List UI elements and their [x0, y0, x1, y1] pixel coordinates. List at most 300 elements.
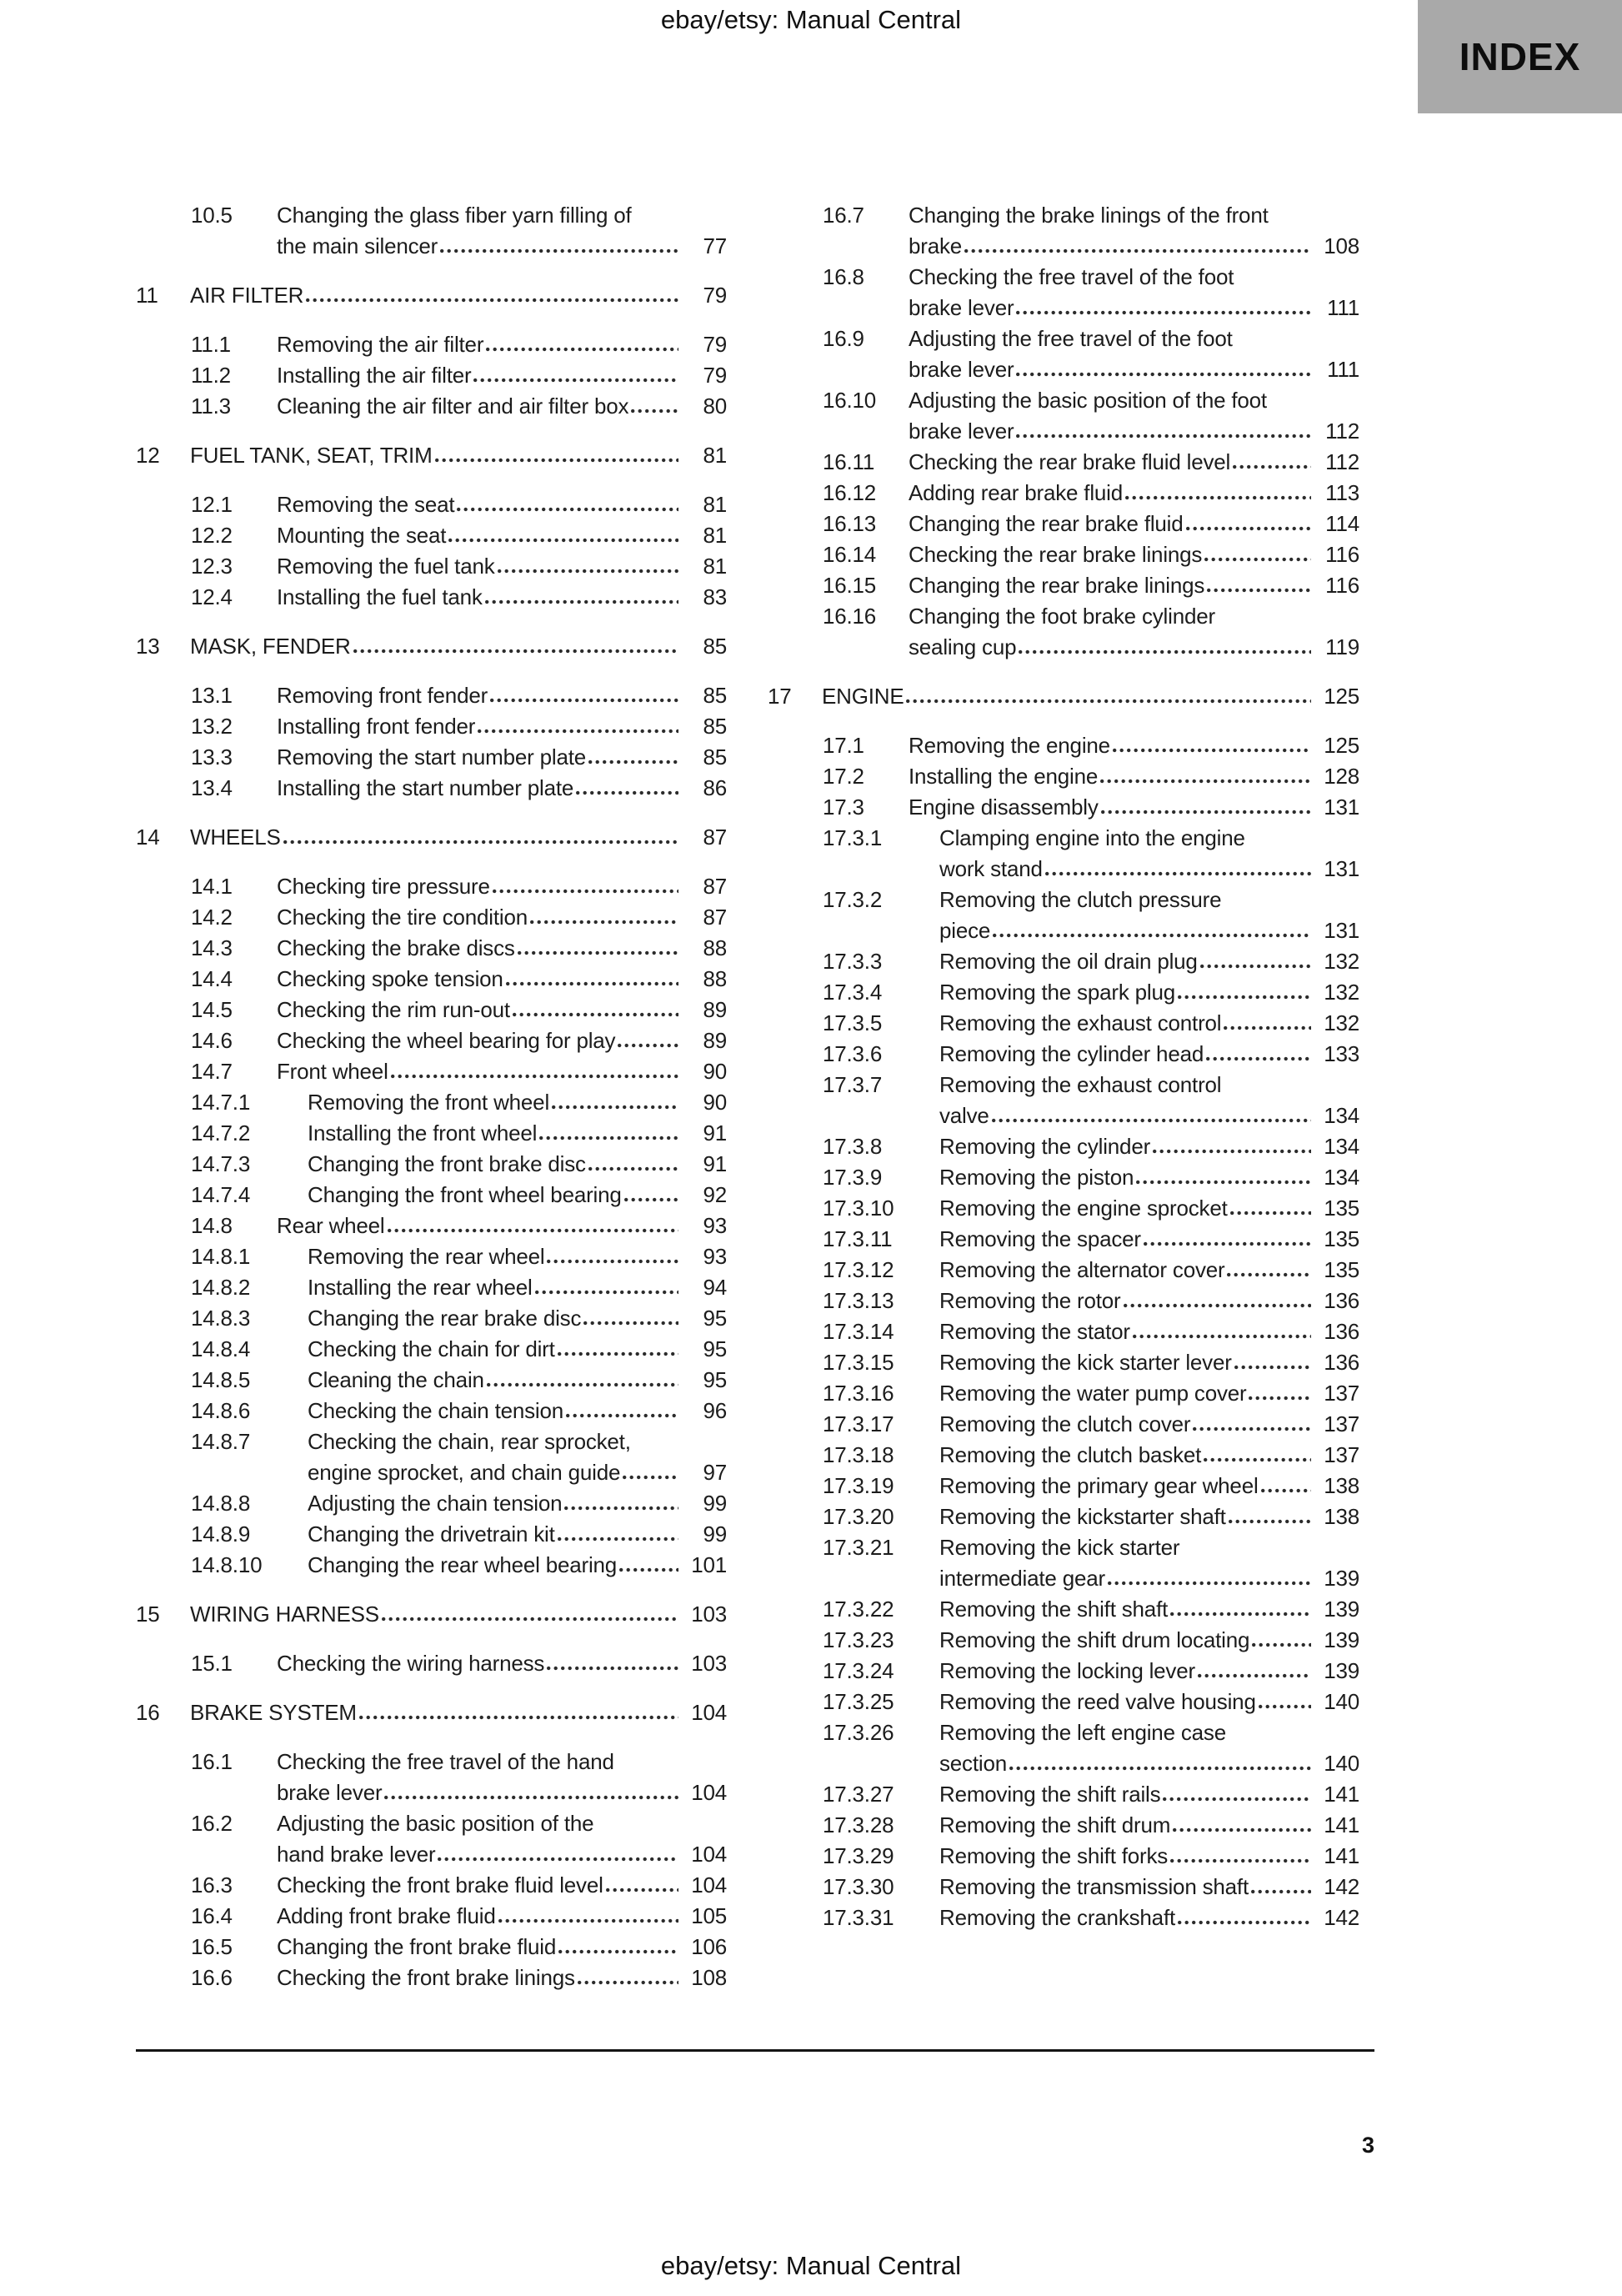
dot-leader — [513, 1012, 678, 1017]
toc-entry-title: Adjusting the chain tension — [308, 1491, 563, 1516]
toc-entry-line — [308, 1118, 727, 1149]
toc-entry-line — [277, 1808, 727, 1839]
toc-entry-number: 12.1 — [191, 492, 233, 517]
toc-entry — [136, 1149, 727, 1180]
toc-entry-number: 15 — [136, 1602, 160, 1627]
toc-entry-number: 12.3 — [191, 554, 233, 579]
toc-entry-page: 79 — [703, 283, 727, 308]
toc-entry-title: Removing the cylinder head — [939, 1041, 1204, 1066]
toc-entry-line — [277, 1747, 727, 1777]
toc-entry-title: Checking the front brake linings — [277, 1965, 575, 1990]
toc-entry-number: 17.3.22 — [823, 1597, 894, 1622]
toc-entry-title: Removing the clutch pressure — [939, 887, 1222, 912]
dot-leader — [576, 790, 678, 795]
toc-entry-number: 16.3 — [191, 1872, 233, 1897]
toc-entry-title: work stand — [939, 856, 1043, 881]
toc-entry-title: Adjusting the basic position of the — [277, 1811, 594, 1836]
toc-entry-line — [909, 632, 1359, 663]
dot-leader — [1173, 1827, 1311, 1832]
toc-entry — [768, 509, 1359, 539]
toc-entry — [768, 601, 1359, 663]
toc-entry-line — [909, 416, 1359, 447]
dot-leader — [1251, 1889, 1311, 1894]
toc-entry-title: Changing the front brake disc — [308, 1151, 586, 1176]
footer-divider — [136, 2049, 1374, 2052]
toc-entry-line — [939, 1471, 1359, 1501]
toc-entry-title: Checking the chain for dirt — [308, 1336, 555, 1361]
dot-leader — [618, 1043, 678, 1048]
toc-entry-title: Removing the air filter — [277, 332, 484, 357]
toc-entry — [768, 1131, 1359, 1162]
toc-entry — [136, 680, 727, 711]
toc-entry-line — [939, 1687, 1359, 1717]
toc-entry-page: 104 — [691, 1700, 727, 1725]
toc-entry — [136, 1025, 727, 1056]
toc-entry — [136, 1870, 727, 1901]
toc-entry-number: 17.3.25 — [823, 1689, 894, 1714]
toc-entry-line — [939, 885, 1359, 915]
dot-leader — [1178, 995, 1311, 1000]
toc-entry-title: Changing the drivetrain kit — [308, 1521, 555, 1547]
toc-entry-page: 81 — [703, 443, 727, 468]
toc-entry-title: Removing the front wheel — [308, 1090, 550, 1115]
toc-entry-line — [277, 902, 727, 933]
toc-entry — [768, 1872, 1359, 1902]
dot-leader — [558, 1537, 678, 1542]
toc-entry — [768, 1717, 1359, 1779]
toc-entry-page: 106 — [691, 1934, 727, 1959]
toc-entry-title: valve — [939, 1103, 989, 1128]
toc-entry-number: 14.7.1 — [191, 1090, 251, 1115]
toc-entry-line — [308, 1488, 727, 1519]
toc-entry-title: Checking the brake discs — [277, 935, 515, 960]
toc-entry-title: Engine disassembly — [909, 795, 1099, 820]
toc-entry — [768, 1440, 1359, 1471]
dot-leader — [623, 1475, 678, 1480]
toc-entry-title: Removing front fender — [277, 683, 488, 708]
toc-entry-page: 95 — [703, 1306, 727, 1331]
toc-entry-title: sealing cup — [909, 634, 1017, 659]
toc-entry — [768, 761, 1359, 792]
toc-entry-number: 16.7 — [823, 203, 864, 228]
toc-entry-title: Removing the kick starter lever — [939, 1350, 1232, 1375]
toc-entry-number: 14.4 — [191, 966, 233, 991]
toc-entry — [768, 1409, 1359, 1440]
toc-entry — [136, 1599, 727, 1630]
toc-entry-page: 105 — [691, 1903, 727, 1928]
toc-entry-page: 79 — [703, 332, 727, 357]
toc-entry-title: Checking spoke tension — [277, 966, 503, 991]
toc-entry-page: 116 — [1325, 542, 1359, 567]
toc-entry-number: 16.10 — [823, 388, 877, 413]
dot-leader — [547, 1666, 678, 1671]
toc-entry-number: 14.7.4 — [191, 1182, 251, 1207]
toc-entry-page: 104 — [691, 1842, 727, 1867]
toc-entry-line — [909, 478, 1359, 509]
toc-entry-number: 17.3.14 — [823, 1319, 894, 1344]
dot-leader — [588, 759, 678, 764]
toc-entry — [136, 200, 727, 262]
toc-entry-page: 89 — [703, 1028, 727, 1053]
toc-entry-number: 16.2 — [191, 1811, 233, 1836]
dot-leader — [993, 933, 1311, 938]
dot-leader — [588, 1166, 678, 1171]
toc-entry-title: Changing the brake linings of the front — [909, 203, 1269, 228]
toc-entry-line — [939, 1162, 1359, 1193]
page-footer-title: ebay/etsy: Manual Central — [660, 2251, 962, 2280]
toc-entry-number: 17.3.26 — [823, 1720, 894, 1745]
toc-entry-title: AIR FILTER — [190, 283, 304, 308]
toc-entry — [136, 822, 727, 853]
toc-entry-line — [308, 1426, 727, 1457]
toc-entry-title: brake lever — [909, 419, 1014, 444]
toc-entry-line — [909, 200, 1359, 231]
toc-entry-page: 81 — [703, 554, 727, 579]
toc-entry — [768, 1255, 1359, 1286]
toc-entry-number: 16.4 — [191, 1903, 233, 1928]
toc-entry-title: Removing the start number plate — [277, 744, 586, 770]
toc-entry — [768, 1841, 1359, 1872]
toc-entry — [136, 1056, 727, 1087]
dot-leader — [391, 1074, 678, 1079]
dot-leader — [490, 698, 678, 703]
toc-entry — [136, 391, 727, 422]
dot-leader — [1016, 310, 1311, 315]
toc-entry-title: Changing the front wheel bearing — [308, 1182, 622, 1207]
toc-entry-title: Changing the rear brake fluid — [909, 511, 1184, 536]
toc-entry — [768, 730, 1359, 761]
toc-entry — [768, 1039, 1359, 1070]
dot-leader — [1125, 495, 1311, 500]
toc-entry-number: 16.1 — [191, 1749, 233, 1774]
toc-entry-number: 14.7.3 — [191, 1151, 251, 1176]
toc-entry-title: Removing the engine — [909, 733, 1110, 758]
toc-entry-number: 16.13 — [823, 511, 877, 536]
toc-entry-title: Removing the kickstarter shaft — [939, 1504, 1226, 1529]
toc-entry-line — [939, 1872, 1359, 1902]
toc-entry-title: Adding rear brake fluid — [909, 480, 1123, 505]
dot-leader — [478, 729, 678, 734]
toc-entry-page: 116 — [1325, 573, 1359, 598]
toc-entry-page: 136 — [1324, 1319, 1359, 1344]
toc-entry — [136, 520, 727, 551]
toc-entry-number: 17.3.11 — [823, 1226, 893, 1251]
toc-entry-page: 77 — [703, 233, 727, 258]
dot-leader — [485, 599, 678, 604]
toc-entry-page: 93 — [703, 1244, 727, 1269]
dot-leader — [382, 1617, 678, 1622]
toc-entry-number: 14.8.2 — [191, 1275, 251, 1300]
toc-entry-page: 85 — [703, 714, 727, 739]
toc-entry-title: Removing the kick starter — [939, 1535, 1180, 1560]
toc-entry-page: 125 — [1324, 733, 1359, 758]
toc-entry — [136, 1550, 727, 1581]
toc-column-right — [768, 200, 1359, 1933]
toc-entry-page: 132 — [1324, 949, 1359, 974]
toc-entry-title: brake lever — [909, 295, 1014, 320]
toc-entry-title: WIRING HARNESS — [190, 1602, 379, 1627]
toc-entry-number: 16.6 — [191, 1965, 233, 1990]
dot-leader — [473, 378, 678, 383]
toc-entry-line — [277, 711, 727, 742]
toc-entry-number: 14.6 — [191, 1028, 233, 1053]
toc-entry-number: 17.2 — [823, 764, 864, 789]
toc-entry-number: 12.4 — [191, 584, 233, 609]
toc-entry-title: Removing the clutch basket — [939, 1442, 1202, 1467]
toc-entry-line — [277, 680, 727, 711]
toc-entry-line — [939, 1070, 1359, 1100]
dot-leader — [1016, 434, 1311, 439]
toc-entry — [136, 1901, 727, 1932]
toc-entry-title: Installing the air filter — [277, 363, 472, 388]
toc-entry-line — [939, 1563, 1359, 1594]
toc-entry — [768, 478, 1359, 509]
toc-entry-page: 101 — [691, 1552, 727, 1577]
toc-entry-number: 17.3.10 — [823, 1196, 894, 1221]
toc-entry-line — [277, 1839, 727, 1870]
toc-entry-title: Removing the alternator cover — [939, 1257, 1225, 1282]
toc-entry-page: 93 — [703, 1213, 727, 1238]
toc-entry — [768, 1656, 1359, 1687]
toc-entry-page: 142 — [1324, 1874, 1359, 1899]
toc-entry-page: 108 — [691, 1965, 727, 1990]
toc-entry-page: 134 — [1324, 1103, 1359, 1128]
toc-entry-title: Checking the wiring harness — [277, 1651, 545, 1676]
toc-entry-title: the main silencer — [277, 233, 438, 258]
toc-entry-number: 17.3.1 — [823, 825, 883, 850]
toc-entry-page: 90 — [703, 1059, 727, 1084]
toc-entry-number: 16.16 — [823, 604, 877, 629]
dot-leader — [539, 1135, 678, 1140]
toc-entry-line — [939, 1501, 1359, 1532]
toc-entry-line — [277, 742, 727, 773]
dot-leader — [606, 1887, 678, 1892]
dot-leader — [1229, 1519, 1311, 1524]
toc-entry-title: Checking the chain tension — [308, 1398, 564, 1423]
dot-leader — [535, 1290, 678, 1295]
toc-entry-page: 135 — [1324, 1226, 1359, 1251]
toc-entry-line — [939, 977, 1359, 1008]
toc-entry-title: Installing the front wheel — [308, 1120, 538, 1145]
toc-entry — [768, 1532, 1359, 1594]
toc-entry-number: 17.3.20 — [823, 1504, 894, 1529]
dot-leader — [564, 1506, 678, 1511]
toc-entry — [768, 792, 1359, 823]
toc-entry-page: 125 — [1324, 684, 1359, 709]
dot-leader — [530, 920, 678, 925]
toc-entry — [768, 1471, 1359, 1501]
toc-entry-line — [308, 1303, 727, 1334]
toc-entry-page: 114 — [1325, 511, 1359, 536]
toc-entry-number: 17.3.13 — [823, 1288, 894, 1313]
toc-entry — [768, 1501, 1359, 1532]
toc-entry-page: 140 — [1324, 1751, 1359, 1776]
dot-leader — [359, 1715, 678, 1720]
toc-entry-number: 14.5 — [191, 997, 233, 1022]
dot-leader — [1101, 810, 1311, 815]
toc-entry-line — [277, 1901, 727, 1932]
toc-entry-page: 83 — [703, 584, 727, 609]
toc-entry-number: 16.12 — [823, 480, 877, 505]
toc-entry-line — [822, 681, 1359, 712]
toc-entry — [768, 1193, 1359, 1224]
toc-entry-line — [939, 1039, 1359, 1070]
toc-entry-page: 96 — [703, 1398, 727, 1423]
toc-entry-page: 90 — [703, 1090, 727, 1115]
dot-leader — [518, 950, 678, 955]
toc-entry-page: 99 — [703, 1521, 727, 1547]
toc-entry-title: Rear wheel — [277, 1213, 385, 1238]
toc-entry-title: Changing the rear brake disc — [308, 1306, 582, 1331]
toc-entry-number: 12.2 — [191, 523, 233, 548]
toc-entry-page: 119 — [1325, 634, 1359, 659]
toc-entry-line — [909, 385, 1359, 416]
toc-entry-line — [308, 1457, 727, 1488]
toc-entry-page: 87 — [703, 825, 727, 850]
toc-entry-number: 14.3 — [191, 935, 233, 960]
dot-leader — [566, 1413, 678, 1418]
toc-entry-page: 111 — [1327, 295, 1359, 320]
toc-entry — [136, 360, 727, 391]
toc-entry-line — [939, 1409, 1359, 1440]
toc-entry — [136, 631, 727, 662]
dot-leader — [1124, 1303, 1311, 1308]
toc-entry — [136, 1697, 727, 1728]
toc-entry-number: 11.2 — [191, 363, 231, 388]
dot-leader — [1009, 1766, 1311, 1771]
toc-entry-page: 128 — [1324, 764, 1359, 789]
toc-entry-title: Removing the primary gear wheel — [939, 1473, 1259, 1498]
toc-entry-number: 14.8.10 — [191, 1552, 263, 1577]
index-tab — [1418, 0, 1622, 113]
toc-entry — [768, 1902, 1359, 1933]
toc-entry-number: 14.8 — [191, 1213, 233, 1238]
toc-entry-line — [277, 582, 727, 613]
toc-entry-page: 137 — [1324, 1411, 1359, 1436]
toc-entry — [136, 1519, 727, 1550]
toc-entry-line — [939, 1347, 1359, 1378]
toc-entry-number: 17.3.6 — [823, 1041, 883, 1066]
toc-entry-title: MASK, FENDER — [190, 634, 351, 659]
toc-entry-number: 14 — [136, 825, 160, 850]
toc-entry-page: 135 — [1324, 1257, 1359, 1282]
toc-entry-line — [190, 822, 727, 853]
toc-entry-title: Removing the rotor — [939, 1288, 1121, 1313]
toc-entry-line — [939, 1440, 1359, 1471]
toc-entry-page: 133 — [1324, 1041, 1359, 1066]
toc-entry — [136, 1932, 727, 1963]
toc-entry-title: Removing the locking lever — [939, 1658, 1195, 1683]
toc-entry-title: brake — [909, 233, 963, 258]
toc-entry-page: 139 — [1324, 1597, 1359, 1622]
toc-entry-line — [277, 964, 727, 995]
toc-entry-number: 17.1 — [823, 733, 864, 758]
toc-entry-line — [277, 200, 727, 231]
toc-entry-line — [277, 1648, 727, 1679]
toc-entry — [768, 1687, 1359, 1717]
toc-entry — [136, 1426, 727, 1488]
toc-entry-title: Removing the stator — [939, 1319, 1130, 1344]
toc-entry-line — [909, 447, 1359, 478]
toc-entry-line — [939, 1131, 1359, 1162]
dot-leader — [1204, 557, 1311, 562]
dot-leader — [1230, 1211, 1311, 1216]
toc-entry-number: 16.11 — [823, 449, 875, 474]
toc-entry-line — [939, 1594, 1359, 1625]
toc-entry-number: 17.3 — [823, 795, 864, 820]
toc-entry-line — [939, 1316, 1359, 1347]
toc-entry-page: 138 — [1324, 1504, 1359, 1529]
toc-entry-line — [939, 823, 1359, 854]
toc-entry-page: 88 — [703, 935, 727, 960]
toc-entry-title: Removing the rear wheel — [308, 1244, 545, 1269]
toc-entry — [136, 1334, 727, 1365]
toc-entry — [136, 902, 727, 933]
dot-leader — [906, 699, 1311, 704]
toc-entry — [136, 964, 727, 995]
toc-entry-title: Removing the shift drum — [939, 1812, 1171, 1837]
toc-entry-line — [277, 329, 727, 360]
toc-entry — [768, 1224, 1359, 1255]
toc-entry-page: 112 — [1325, 449, 1359, 474]
toc-entry-line — [909, 730, 1359, 761]
toc-entry-page: 97 — [703, 1460, 727, 1485]
toc-entry — [136, 582, 727, 613]
toc-entry-page: 87 — [703, 905, 727, 930]
toc-entry-number: 16.5 — [191, 1934, 233, 1959]
toc-entry-page: 103 — [691, 1651, 727, 1676]
toc-entry-line — [909, 539, 1359, 570]
toc-entry-number: 17.3.4 — [823, 980, 883, 1005]
toc-entry — [136, 1963, 727, 1993]
toc-entry-number: 17.3.2 — [823, 887, 883, 912]
dot-leader — [1136, 1180, 1311, 1185]
toc-entry-line — [939, 1008, 1359, 1039]
toc-entry-title: Front wheel — [277, 1059, 388, 1084]
toc-entry-title: Checking the free travel of the foot — [909, 264, 1234, 289]
toc-entry-title: piece — [939, 918, 991, 943]
toc-entry-line — [308, 1365, 727, 1396]
toc-entry-page: 81 — [703, 523, 727, 548]
dot-leader — [493, 889, 678, 894]
toc-entry-line — [939, 1378, 1359, 1409]
toc-entry-title: Installing the rear wheel — [308, 1275, 533, 1300]
toc-entry — [768, 323, 1359, 385]
toc-entry-title: Adjusting the free travel of the foot — [909, 326, 1233, 351]
toc-entry-line — [909, 761, 1359, 792]
toc-entry-title: Removing the transmission shaft — [939, 1874, 1249, 1899]
toc-entry — [768, 1625, 1359, 1656]
toc-entry-title: Removing the clutch cover — [939, 1411, 1191, 1436]
toc-entry-number: 17.3.12 — [823, 1257, 894, 1282]
toc-entry-line — [909, 509, 1359, 539]
toc-entry-number: 14.8.9 — [191, 1521, 251, 1547]
toc-entry-title: Removing the left engine case — [939, 1720, 1226, 1745]
dot-leader — [1207, 588, 1311, 593]
toc-entry-number: 17.3.21 — [823, 1535, 894, 1560]
toc-entry-number: 17.3.5 — [823, 1010, 883, 1035]
toc-entry-page: 95 — [703, 1336, 727, 1361]
toc-entry-number: 15.1 — [191, 1651, 233, 1676]
toc-entry-number: 17.3.7 — [823, 1072, 883, 1097]
toc-entry-title: Adding front brake fluid — [277, 1903, 496, 1928]
toc-entry-number: 14.8.8 — [191, 1491, 251, 1516]
toc-entry-number: 14.7.2 — [191, 1120, 251, 1145]
dot-leader — [964, 248, 1311, 253]
toc-entry-page: 112 — [1325, 419, 1359, 444]
dot-leader — [552, 1105, 678, 1110]
toc-entry-title: ENGINE — [822, 684, 904, 709]
